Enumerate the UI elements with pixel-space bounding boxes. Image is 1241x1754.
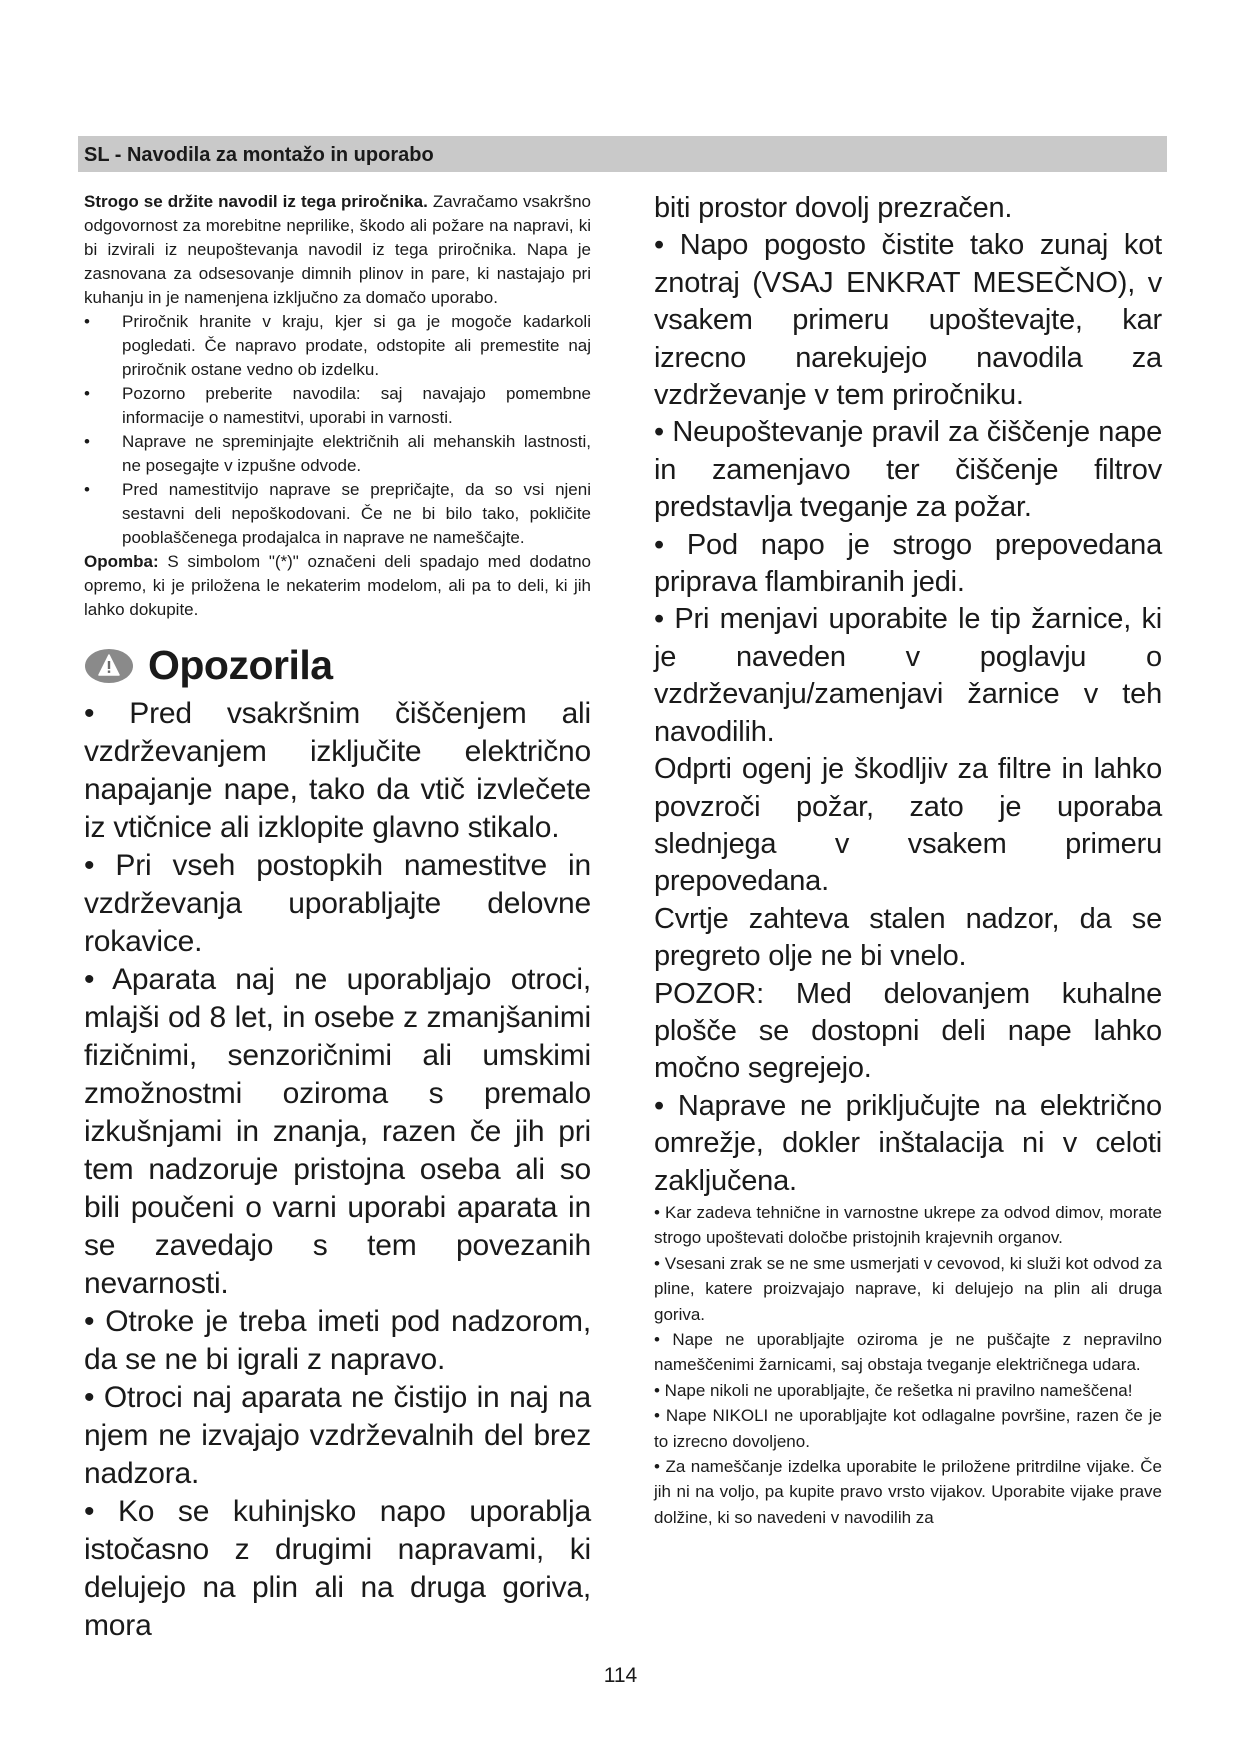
warning-item: POZOR: Med delovanjem kuhalne plošče se dostopni deli nape lahko močno segrejejo. <box>654 977 1162 1085</box>
left-column <box>84 190 591 1645</box>
list-item: • Za nameščanje izdelka uporabite le priložene pritrdilne vijake. Če jih ni na voljo, pa kupite pravo vrsto vijakov. Uporabite vijake prave dolžine, ki so navedeni v navodilih za <box>654 1457 1162 1527</box>
note-text: S simbolom "(*)" označeni deli spadajo med dodatno opremo, ki je priložena le nekaterim modelom, ali pa to deli, ki jih lahko dokupite. <box>84 552 591 619</box>
warning-item: • Pod napo je strogo prepovedana priprava flambiranih jedi. <box>654 528 1162 599</box>
section-header <box>78 136 1167 172</box>
intro-bold: Strogo se držite navodil iz tega priročnika. <box>84 192 428 211</box>
note-paragraph <box>84 550 591 622</box>
list-item: • Kar zadeva tehnične in varnostne ukrepe za odvod dimov, morate strogo upoštevati določbe pristojnih krajevnih organov. <box>654 1202 1162 1248</box>
intro-paragraph <box>84 190 591 310</box>
warning-icon <box>84 648 134 684</box>
warning-item: • Napo pogosto čistite tako zunaj kot znotraj (VSAJ ENKRAT MESEČNO), v vsakem primeru upoštevajte, kar izrecno narekujejo navodila za vzdrževanje v tem priročniku. <box>654 229 1162 412</box>
warning-item: biti prostor dovolj prezračen. <box>654 192 1013 224</box>
warning-item: • Aparata naj ne uporabljajo otroci, mlajši od 8 let, in osebe z zmanjšanimi fizičnimi, senzoričnimi ali umskimi zmožnostmi oziroma s premalo izkušnjami in znanja, razen če jih pri tem nadzoruje pristojna oseba ali so bili poučeni o varni uporabi aparata in se zavedajo s tem povezanih nevarnosti. <box>84 963 591 1300</box>
right-column <box>654 190 1162 1530</box>
list-item: • Nape nikoli ne uporabljajte, če rešetka ni pravilno nameščena! <box>654 1380 1133 1400</box>
warnings-title: Opozorila <box>148 642 333 688</box>
page-number: 114 <box>603 1664 638 1687</box>
warning-item: • Pred vsakršnim čiščenjem ali vzdrževanjem izključite električno napajanje nape, tako da vtič izvlečete iz vtičnice ali izklopite glavno stikalo. <box>84 697 591 844</box>
warning-item: • Naprave ne priključujte na električno omrežje, dokler inštalacija ni v celoti zaključena. <box>654 1089 1162 1197</box>
note-bold: Opomba: <box>84 552 159 571</box>
section-title: SL - Navodila za montažo in uporabo <box>84 144 434 166</box>
list-item: • Vsesani zrak se ne sme usmerjati v cevovod, ki služi kot odvod za pline, katere proizvajajo naprave, ki delujejo na plin ali druga goriva. <box>654 1253 1162 1324</box>
warning-item: • Ko se kuhinjsko napo uporablja istočasno z drugimi napravami, ki delujejo na plin ali na druga goriva, mora <box>84 1495 591 1642</box>
list-item: • Nape ne uporabljajte oziroma je ne puščajte z nepravilno nameščenimi žarnicami, saj obstaja tveganje električnega udara. <box>654 1330 1162 1375</box>
list-item: • Nape NIKOLI ne uporabljajte kot odlagalne površine, razen če je to izrecno dovoljeno. <box>654 1406 1162 1451</box>
list-item: • Pred namestitvijo naprave se prepričajte, da so vsi njeni sestavni deli nepoškodovani. Če ne bi bilo tako, pokličite pooblaščenega prodajalca in naprave ne nameščajte. <box>84 480 591 547</box>
intro-text: Zavračamo vsakršno odgovornost za morebitne neprilike, škodo ali požare na napravi, ki bi izvirali iz neupoštevanja navodil iz tega priročnika. Napa je zasnovana za odsesovanje dimnih plinov in pare, ki nastajajo pri kuhanju in je namenjena izključno za domačo uporabo. <box>84 192 591 307</box>
warning-item: • Otroke je treba imeti pod nadzorom, da se ne bi igrali z napravo. <box>84 1305 591 1376</box>
warning-item: • Otroci naj aparata ne čistijo in naj na njem ne izvajajo vzdrževalnih del brez nadzora. <box>84 1381 591 1490</box>
list-item: • Pozorno preberite navodila: saj navajajo pomembne informacije o namestitvi, uporabi in varnosti. <box>84 384 591 427</box>
warning-item: Odprti ogenj je škodljiv za filtre in lahko povzroči požar, zato je uporaba slednjega v vsakem primeru prepovedana. <box>654 753 1162 898</box>
warning-item: Cvrtje zahteva stalen nadzor, da se pregreto olje ne bi vnelo. <box>654 902 1162 973</box>
list-item: • Naprave ne spreminjajte električnih ali mehanskih lastnosti, ne posegajte v izpušne odvode. <box>84 432 591 475</box>
warning-item: • Neupoštevanje pravil za čiščenje nape in zamenjavo ter čiščenje filtrov predstavlja tveganje za požar. <box>654 416 1162 524</box>
warning-item: • Pri menjavi uporabite le tip žarnice, ki je naveden v poglavju o vzdrževanju/zamenjavi žarnice v teh navodilih. <box>654 603 1162 748</box>
warning-item: • Pri vseh postopkih namestitve in vzdrževanja uporabljajte delovne rokavice. <box>84 849 591 958</box>
list-item: • Priročnik hranite v kraju, kjer si ga je mogoče kadarkoli pogledati. Če napravo prodate, odstopite ali premestite naj priročnik ostane vedno ob izdelku. <box>84 312 591 379</box>
warnings-heading <box>84 642 591 689</box>
